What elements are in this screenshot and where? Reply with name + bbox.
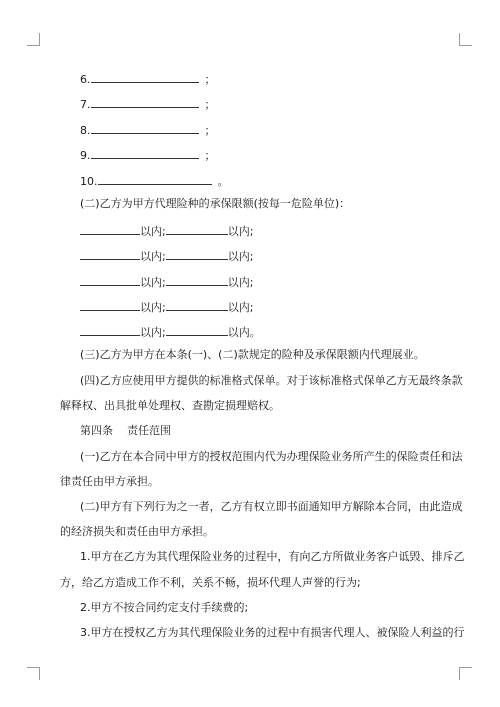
blank-item-8: 8. ； (80, 124, 216, 137)
fill-blank[interactable] (91, 122, 199, 134)
blank-item-6: 6. ； (80, 73, 216, 86)
fill-blank[interactable] (166, 324, 228, 336)
responsibility-1-line-1: (一)乙方在本合同中甲方的授权范围内代为办理保险业务所产生的保险责任和法 (80, 450, 463, 463)
fill-blank[interactable] (166, 248, 228, 260)
limit-row: 以内; 以内; (80, 274, 253, 290)
fill-blank[interactable] (80, 223, 140, 235)
responsibility-1-line-2: 律责任由甲方承担。 (60, 475, 159, 488)
article-4-heading: 第四条 责任范围 (80, 424, 171, 437)
fill-blank[interactable] (166, 223, 228, 235)
blank-item-9: 9. ； (80, 149, 216, 162)
crop-mark-bottom-left (27, 667, 40, 680)
crop-mark-top-left (27, 33, 40, 46)
limit-row: 以内; 以内; (80, 223, 253, 239)
paragraph-4-line-1: (四)乙方应使用甲方提供的标准格式保单。对于该标准格式保单乙方无最终条款 (80, 374, 463, 387)
paragraph-4-line-2: 解释权、出具批单处理权、查勘定损理赔权。 (60, 399, 280, 412)
responsibility-2-line-2: 的经济损失和责任由甲方承担。 (60, 525, 214, 538)
crop-mark-bottom-right (459, 667, 472, 680)
limit-row: 以内; 以内; (80, 299, 253, 315)
fill-blank[interactable] (80, 248, 140, 260)
fill-blank[interactable] (80, 274, 140, 286)
blank-item-10: 10. 。 (80, 175, 229, 188)
responsibility-2-line-1: (二)甲方有下列行为之一者，乙方有权立即书面通知甲方解除本合同，由此造成 (80, 500, 463, 513)
fill-blank[interactable] (91, 71, 199, 83)
fill-blank[interactable] (91, 96, 199, 108)
fill-blank[interactable] (80, 324, 140, 336)
limit-row: 以内; 以内。 (80, 324, 261, 340)
limit-row: 以内; 以内; (80, 248, 253, 264)
fill-blank[interactable] (98, 173, 212, 185)
blank-item-7: 7. ； (80, 98, 216, 111)
fill-blank[interactable] (166, 274, 228, 286)
item-1-line-1: 1.甲方在乙方为其代理保险业务的过程中，有向乙方所做业务客户诋毁、排斥乙 (80, 550, 465, 563)
limit-heading: (二)乙方为甲方代理险种的承保限额(按每一危险单位)： (80, 197, 351, 210)
fill-blank[interactable] (91, 147, 199, 159)
crop-mark-top-right (459, 33, 472, 46)
item-3-line-1: 3.甲方在授权乙方为其代理保险业务的过程中有损害代理人、被保险人利益的行 (80, 626, 465, 639)
paragraph-3: (三)乙方为甲方在本条(一)、(二)款规定的险种及承保限额内代理展业。 (80, 348, 425, 361)
item-2: 2.甲方不按合同约定支付手续费的; (80, 601, 249, 614)
fill-blank[interactable] (166, 299, 228, 311)
item-1-line-2: 方，给乙方造成工作不利，关系不畅，损坏代理人声誉的行为; (60, 576, 361, 589)
fill-blank[interactable] (80, 299, 140, 311)
